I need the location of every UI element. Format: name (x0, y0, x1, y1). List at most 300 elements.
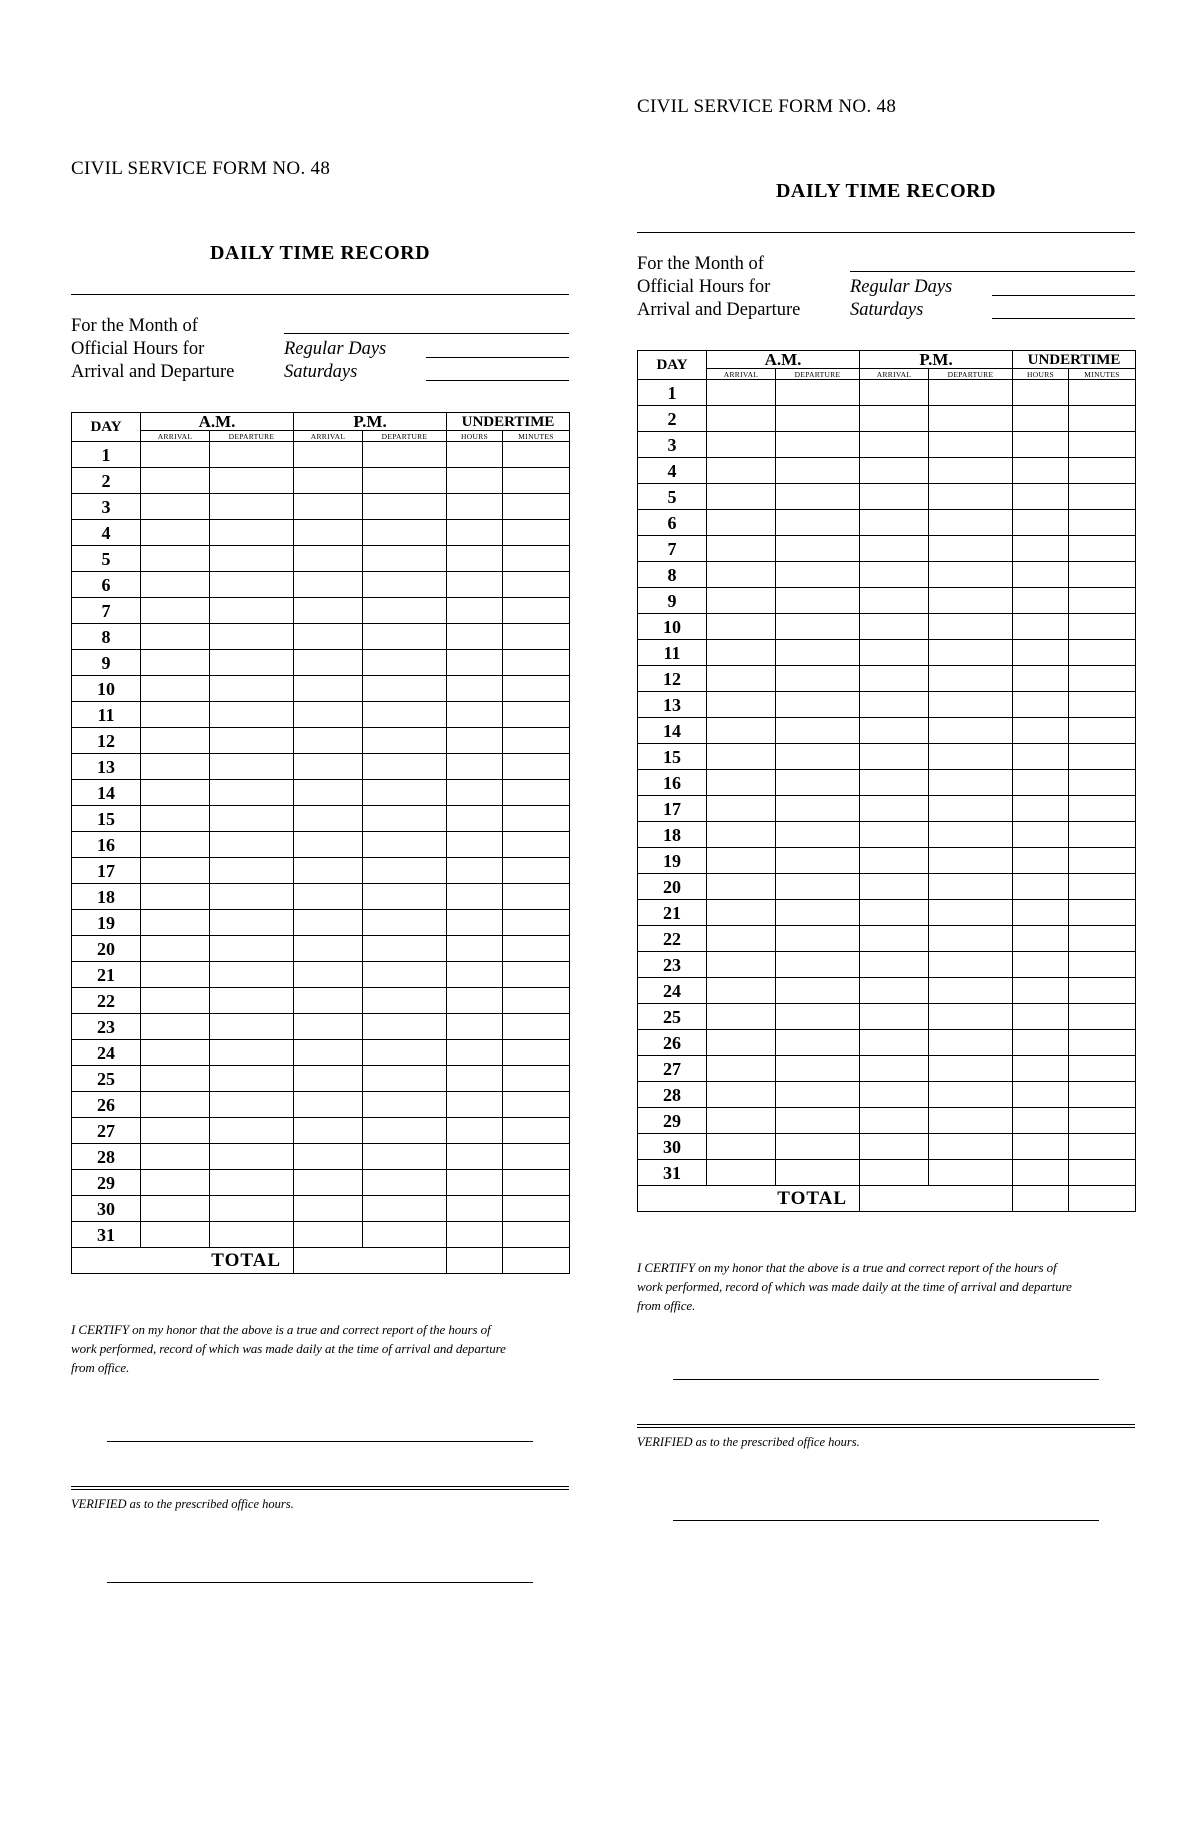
am-departure-cell[interactable] (210, 702, 294, 728)
pm-departure-cell[interactable] (363, 1222, 447, 1248)
am-departure-cell[interactable] (776, 640, 860, 666)
pm-arrival-cell[interactable] (294, 1040, 363, 1066)
pm-arrival-cell[interactable] (860, 770, 929, 796)
pm-arrival-cell[interactable] (860, 718, 929, 744)
undertime-hours-cell[interactable] (447, 988, 503, 1014)
pm-departure-cell[interactable] (363, 1066, 447, 1092)
undertime-minutes-cell[interactable] (1069, 692, 1136, 718)
am-arrival-cell[interactable] (707, 1056, 776, 1082)
employee-name-line[interactable] (71, 294, 569, 295)
am-departure-cell[interactable] (210, 1144, 294, 1170)
undertime-hours-cell[interactable] (1013, 1082, 1069, 1108)
pm-departure-cell[interactable] (363, 780, 447, 806)
am-arrival-cell[interactable] (141, 1092, 210, 1118)
am-departure-cell[interactable] (776, 874, 860, 900)
am-departure-cell[interactable] (210, 936, 294, 962)
month-field-line[interactable] (284, 333, 569, 334)
undertime-minutes-cell[interactable] (1069, 1030, 1136, 1056)
pm-arrival-cell[interactable] (294, 936, 363, 962)
pm-arrival-cell[interactable] (860, 510, 929, 536)
am-arrival-cell[interactable] (707, 588, 776, 614)
am-arrival-cell[interactable] (141, 1014, 210, 1040)
am-departure-cell[interactable] (210, 1040, 294, 1066)
undertime-minutes-cell[interactable] (503, 962, 570, 988)
undertime-hours-cell[interactable] (447, 754, 503, 780)
undertime-minutes-cell[interactable] (503, 806, 570, 832)
pm-departure-cell[interactable] (363, 1170, 447, 1196)
am-arrival-cell[interactable] (707, 1004, 776, 1030)
undertime-minutes-cell[interactable] (503, 780, 570, 806)
undertime-minutes-cell[interactable] (503, 910, 570, 936)
am-arrival-cell[interactable] (141, 936, 210, 962)
am-departure-cell[interactable] (776, 588, 860, 614)
undertime-hours-cell[interactable] (447, 1196, 503, 1222)
undertime-hours-cell[interactable] (447, 806, 503, 832)
undertime-minutes-cell[interactable] (1069, 640, 1136, 666)
pm-arrival-cell[interactable] (294, 1170, 363, 1196)
am-arrival-cell[interactable] (141, 1118, 210, 1144)
am-arrival-cell[interactable] (141, 1222, 210, 1248)
total-pm-cell[interactable] (294, 1248, 447, 1274)
am-arrival-cell[interactable] (707, 952, 776, 978)
pm-departure-cell[interactable] (929, 536, 1013, 562)
am-departure-cell[interactable] (776, 978, 860, 1004)
pm-arrival-cell[interactable] (294, 780, 363, 806)
pm-departure-cell[interactable] (363, 520, 447, 546)
am-departure-cell[interactable] (210, 884, 294, 910)
am-departure-cell[interactable] (776, 458, 860, 484)
pm-departure-cell[interactable] (363, 884, 447, 910)
supervisor-signature-line[interactable] (673, 1520, 1099, 1521)
undertime-minutes-cell[interactable] (1069, 484, 1136, 510)
undertime-minutes-cell[interactable] (1069, 796, 1136, 822)
pm-departure-cell[interactable] (929, 1082, 1013, 1108)
pm-departure-cell[interactable] (929, 380, 1013, 406)
undertime-minutes-cell[interactable] (503, 884, 570, 910)
pm-arrival-cell[interactable] (860, 926, 929, 952)
undertime-minutes-cell[interactable] (503, 988, 570, 1014)
am-arrival-cell[interactable] (707, 510, 776, 536)
pm-departure-cell[interactable] (363, 1040, 447, 1066)
pm-departure-cell[interactable] (929, 1056, 1013, 1082)
am-arrival-cell[interactable] (707, 978, 776, 1004)
pm-arrival-cell[interactable] (860, 978, 929, 1004)
pm-arrival-cell[interactable] (294, 988, 363, 1014)
am-departure-cell[interactable] (210, 858, 294, 884)
pm-arrival-cell[interactable] (294, 494, 363, 520)
am-departure-cell[interactable] (776, 562, 860, 588)
pm-arrival-cell[interactable] (294, 1222, 363, 1248)
pm-arrival-cell[interactable] (860, 900, 929, 926)
undertime-hours-cell[interactable] (447, 728, 503, 754)
am-departure-cell[interactable] (210, 676, 294, 702)
am-departure-cell[interactable] (776, 926, 860, 952)
am-departure-cell[interactable] (210, 1066, 294, 1092)
pm-departure-cell[interactable] (929, 926, 1013, 952)
pm-departure-cell[interactable] (363, 1014, 447, 1040)
undertime-minutes-cell[interactable] (503, 936, 570, 962)
undertime-hours-cell[interactable] (1013, 510, 1069, 536)
am-departure-cell[interactable] (776, 536, 860, 562)
am-arrival-cell[interactable] (707, 1030, 776, 1056)
undertime-hours-cell[interactable] (1013, 640, 1069, 666)
am-departure-cell[interactable] (210, 650, 294, 676)
am-arrival-cell[interactable] (707, 744, 776, 770)
am-arrival-cell[interactable] (141, 624, 210, 650)
undertime-minutes-cell[interactable] (1069, 1160, 1136, 1186)
am-departure-cell[interactable] (210, 1170, 294, 1196)
am-arrival-cell[interactable] (707, 1108, 776, 1134)
undertime-minutes-cell[interactable] (503, 1170, 570, 1196)
undertime-hours-cell[interactable] (1013, 874, 1069, 900)
undertime-hours-cell[interactable] (1013, 666, 1069, 692)
pm-departure-cell[interactable] (929, 1030, 1013, 1056)
pm-departure-cell[interactable] (929, 406, 1013, 432)
pm-arrival-cell[interactable] (860, 1004, 929, 1030)
am-departure-cell[interactable] (210, 1196, 294, 1222)
undertime-hours-cell[interactable] (1013, 900, 1069, 926)
am-departure-cell[interactable] (776, 614, 860, 640)
undertime-hours-cell[interactable] (1013, 926, 1069, 952)
undertime-hours-cell[interactable] (447, 598, 503, 624)
pm-arrival-cell[interactable] (294, 546, 363, 572)
pm-departure-cell[interactable] (929, 614, 1013, 640)
undertime-minutes-cell[interactable] (503, 1144, 570, 1170)
pm-departure-cell[interactable] (929, 458, 1013, 484)
am-arrival-cell[interactable] (141, 598, 210, 624)
undertime-hours-cell[interactable] (447, 546, 503, 572)
pm-arrival-cell[interactable] (860, 458, 929, 484)
am-departure-cell[interactable] (210, 832, 294, 858)
undertime-hours-cell[interactable] (1013, 770, 1069, 796)
regular-days-field-line[interactable] (426, 357, 569, 358)
pm-departure-cell[interactable] (363, 572, 447, 598)
pm-departure-cell[interactable] (363, 1118, 447, 1144)
pm-arrival-cell[interactable] (294, 676, 363, 702)
undertime-hours-cell[interactable] (447, 520, 503, 546)
undertime-hours-cell[interactable] (447, 1092, 503, 1118)
pm-arrival-cell[interactable] (860, 484, 929, 510)
am-departure-cell[interactable] (210, 442, 294, 468)
am-arrival-cell[interactable] (141, 858, 210, 884)
total-pm-cell[interactable] (860, 1186, 1013, 1212)
am-arrival-cell[interactable] (141, 702, 210, 728)
undertime-hours-cell[interactable] (447, 676, 503, 702)
saturdays-field-line[interactable] (426, 380, 569, 381)
am-departure-cell[interactable] (210, 910, 294, 936)
undertime-minutes-cell[interactable] (503, 468, 570, 494)
undertime-minutes-cell[interactable] (503, 1040, 570, 1066)
pm-departure-cell[interactable] (363, 546, 447, 572)
pm-departure-cell[interactable] (929, 666, 1013, 692)
pm-arrival-cell[interactable] (294, 728, 363, 754)
pm-arrival-cell[interactable] (860, 822, 929, 848)
am-departure-cell[interactable] (776, 952, 860, 978)
pm-arrival-cell[interactable] (294, 832, 363, 858)
undertime-minutes-cell[interactable] (503, 858, 570, 884)
undertime-minutes-cell[interactable] (1069, 952, 1136, 978)
undertime-minutes-cell[interactable] (503, 624, 570, 650)
undertime-minutes-cell[interactable] (1069, 874, 1136, 900)
undertime-minutes-cell[interactable] (503, 728, 570, 754)
am-departure-cell[interactable] (210, 468, 294, 494)
undertime-minutes-cell[interactable] (503, 650, 570, 676)
pm-arrival-cell[interactable] (294, 962, 363, 988)
pm-departure-cell[interactable] (363, 598, 447, 624)
undertime-hours-cell[interactable] (1013, 1056, 1069, 1082)
pm-arrival-cell[interactable] (860, 614, 929, 640)
am-departure-cell[interactable] (210, 1222, 294, 1248)
undertime-hours-cell[interactable] (1013, 536, 1069, 562)
pm-arrival-cell[interactable] (294, 1066, 363, 1092)
am-departure-cell[interactable] (776, 432, 860, 458)
am-departure-cell[interactable] (776, 718, 860, 744)
undertime-minutes-cell[interactable] (1069, 744, 1136, 770)
am-arrival-cell[interactable] (707, 692, 776, 718)
pm-departure-cell[interactable] (363, 858, 447, 884)
am-arrival-cell[interactable] (141, 1040, 210, 1066)
employee-signature-line[interactable] (107, 1441, 533, 1442)
undertime-hours-cell[interactable] (447, 1170, 503, 1196)
undertime-minutes-cell[interactable] (1069, 1004, 1136, 1030)
am-arrival-cell[interactable] (707, 822, 776, 848)
am-arrival-cell[interactable] (141, 1196, 210, 1222)
undertime-minutes-cell[interactable] (1069, 458, 1136, 484)
pm-departure-cell[interactable] (363, 624, 447, 650)
pm-arrival-cell[interactable] (294, 1014, 363, 1040)
pm-departure-cell[interactable] (363, 936, 447, 962)
am-departure-cell[interactable] (210, 1092, 294, 1118)
undertime-minutes-cell[interactable] (503, 494, 570, 520)
am-arrival-cell[interactable] (707, 848, 776, 874)
undertime-minutes-cell[interactable] (1069, 900, 1136, 926)
undertime-minutes-cell[interactable] (1069, 380, 1136, 406)
am-departure-cell[interactable] (776, 510, 860, 536)
undertime-minutes-cell[interactable] (1069, 666, 1136, 692)
total-hours-cell[interactable] (1013, 1186, 1069, 1212)
undertime-minutes-cell[interactable] (503, 754, 570, 780)
pm-arrival-cell[interactable] (294, 572, 363, 598)
undertime-hours-cell[interactable] (447, 858, 503, 884)
undertime-hours-cell[interactable] (1013, 952, 1069, 978)
undertime-hours-cell[interactable] (1013, 796, 1069, 822)
undertime-minutes-cell[interactable] (503, 442, 570, 468)
am-departure-cell[interactable] (210, 806, 294, 832)
am-arrival-cell[interactable] (141, 442, 210, 468)
undertime-hours-cell[interactable] (447, 1118, 503, 1144)
month-field-line[interactable] (850, 271, 1135, 272)
am-departure-cell[interactable] (210, 962, 294, 988)
am-departure-cell[interactable] (776, 666, 860, 692)
undertime-minutes-cell[interactable] (503, 572, 570, 598)
am-departure-cell[interactable] (776, 1108, 860, 1134)
pm-departure-cell[interactable] (929, 432, 1013, 458)
pm-arrival-cell[interactable] (294, 806, 363, 832)
pm-departure-cell[interactable] (363, 676, 447, 702)
undertime-minutes-cell[interactable] (503, 520, 570, 546)
am-arrival-cell[interactable] (141, 910, 210, 936)
undertime-hours-cell[interactable] (1013, 458, 1069, 484)
am-arrival-cell[interactable] (707, 380, 776, 406)
am-arrival-cell[interactable] (707, 536, 776, 562)
total-minutes-cell[interactable] (503, 1248, 570, 1274)
undertime-minutes-cell[interactable] (1069, 1134, 1136, 1160)
undertime-minutes-cell[interactable] (1069, 510, 1136, 536)
pm-arrival-cell[interactable] (860, 406, 929, 432)
pm-arrival-cell[interactable] (294, 884, 363, 910)
am-departure-cell[interactable] (776, 484, 860, 510)
pm-arrival-cell[interactable] (860, 588, 929, 614)
undertime-minutes-cell[interactable] (1069, 770, 1136, 796)
undertime-hours-cell[interactable] (1013, 822, 1069, 848)
undertime-minutes-cell[interactable] (1069, 822, 1136, 848)
undertime-minutes-cell[interactable] (1069, 614, 1136, 640)
undertime-minutes-cell[interactable] (503, 1118, 570, 1144)
pm-departure-cell[interactable] (363, 468, 447, 494)
am-arrival-cell[interactable] (707, 484, 776, 510)
undertime-minutes-cell[interactable] (503, 702, 570, 728)
pm-arrival-cell[interactable] (860, 1056, 929, 1082)
am-arrival-cell[interactable] (141, 572, 210, 598)
undertime-hours-cell[interactable] (1013, 692, 1069, 718)
pm-arrival-cell[interactable] (294, 1118, 363, 1144)
am-arrival-cell[interactable] (707, 1082, 776, 1108)
undertime-hours-cell[interactable] (1013, 406, 1069, 432)
regular-days-field-line[interactable] (992, 295, 1135, 296)
am-departure-cell[interactable] (776, 770, 860, 796)
undertime-hours-cell[interactable] (1013, 588, 1069, 614)
am-departure-cell[interactable] (776, 796, 860, 822)
am-departure-cell[interactable] (776, 406, 860, 432)
am-arrival-cell[interactable] (707, 666, 776, 692)
undertime-minutes-cell[interactable] (1069, 1056, 1136, 1082)
pm-arrival-cell[interactable] (860, 952, 929, 978)
saturdays-field-line[interactable] (992, 318, 1135, 319)
am-departure-cell[interactable] (776, 822, 860, 848)
undertime-hours-cell[interactable] (447, 1040, 503, 1066)
pm-departure-cell[interactable] (929, 510, 1013, 536)
pm-departure-cell[interactable] (363, 962, 447, 988)
pm-departure-cell[interactable] (929, 874, 1013, 900)
pm-departure-cell[interactable] (929, 848, 1013, 874)
pm-departure-cell[interactable] (363, 650, 447, 676)
pm-departure-cell[interactable] (929, 562, 1013, 588)
undertime-minutes-cell[interactable] (1069, 978, 1136, 1004)
am-arrival-cell[interactable] (141, 494, 210, 520)
am-arrival-cell[interactable] (707, 770, 776, 796)
undertime-hours-cell[interactable] (447, 832, 503, 858)
undertime-minutes-cell[interactable] (1069, 1082, 1136, 1108)
supervisor-signature-line[interactable] (107, 1582, 533, 1583)
pm-arrival-cell[interactable] (860, 692, 929, 718)
am-departure-cell[interactable] (776, 1004, 860, 1030)
pm-departure-cell[interactable] (929, 588, 1013, 614)
pm-arrival-cell[interactable] (860, 744, 929, 770)
pm-arrival-cell[interactable] (860, 874, 929, 900)
am-arrival-cell[interactable] (141, 520, 210, 546)
pm-arrival-cell[interactable] (860, 380, 929, 406)
undertime-minutes-cell[interactable] (1069, 536, 1136, 562)
pm-arrival-cell[interactable] (294, 624, 363, 650)
pm-arrival-cell[interactable] (860, 848, 929, 874)
undertime-hours-cell[interactable] (1013, 1030, 1069, 1056)
am-arrival-cell[interactable] (707, 718, 776, 744)
undertime-hours-cell[interactable] (1013, 744, 1069, 770)
pm-departure-cell[interactable] (929, 1108, 1013, 1134)
am-departure-cell[interactable] (776, 692, 860, 718)
undertime-minutes-cell[interactable] (1069, 848, 1136, 874)
pm-arrival-cell[interactable] (860, 1108, 929, 1134)
pm-departure-cell[interactable] (363, 442, 447, 468)
am-departure-cell[interactable] (210, 988, 294, 1014)
pm-departure-cell[interactable] (363, 910, 447, 936)
undertime-minutes-cell[interactable] (1069, 718, 1136, 744)
undertime-hours-cell[interactable] (1013, 1004, 1069, 1030)
pm-arrival-cell[interactable] (294, 442, 363, 468)
pm-arrival-cell[interactable] (860, 666, 929, 692)
undertime-minutes-cell[interactable] (503, 1222, 570, 1248)
am-departure-cell[interactable] (210, 780, 294, 806)
pm-departure-cell[interactable] (363, 832, 447, 858)
undertime-hours-cell[interactable] (447, 780, 503, 806)
pm-arrival-cell[interactable] (294, 1092, 363, 1118)
pm-departure-cell[interactable] (929, 822, 1013, 848)
undertime-hours-cell[interactable] (447, 442, 503, 468)
undertime-hours-cell[interactable] (1013, 718, 1069, 744)
pm-departure-cell[interactable] (363, 754, 447, 780)
am-departure-cell[interactable] (776, 1030, 860, 1056)
am-departure-cell[interactable] (210, 624, 294, 650)
am-departure-cell[interactable] (776, 848, 860, 874)
pm-arrival-cell[interactable] (860, 1160, 929, 1186)
undertime-hours-cell[interactable] (447, 572, 503, 598)
am-arrival-cell[interactable] (707, 926, 776, 952)
am-arrival-cell[interactable] (707, 1134, 776, 1160)
am-departure-cell[interactable] (210, 754, 294, 780)
am-arrival-cell[interactable] (141, 884, 210, 910)
pm-departure-cell[interactable] (363, 1092, 447, 1118)
pm-arrival-cell[interactable] (294, 468, 363, 494)
am-arrival-cell[interactable] (141, 1170, 210, 1196)
am-arrival-cell[interactable] (141, 650, 210, 676)
am-arrival-cell[interactable] (707, 614, 776, 640)
am-arrival-cell[interactable] (141, 546, 210, 572)
undertime-minutes-cell[interactable] (503, 1092, 570, 1118)
am-arrival-cell[interactable] (141, 988, 210, 1014)
am-departure-cell[interactable] (210, 494, 294, 520)
am-arrival-cell[interactable] (707, 874, 776, 900)
undertime-hours-cell[interactable] (447, 1144, 503, 1170)
pm-departure-cell[interactable] (363, 494, 447, 520)
undertime-minutes-cell[interactable] (503, 546, 570, 572)
undertime-minutes-cell[interactable] (1069, 588, 1136, 614)
pm-arrival-cell[interactable] (294, 650, 363, 676)
am-arrival-cell[interactable] (141, 962, 210, 988)
am-arrival-cell[interactable] (141, 806, 210, 832)
pm-arrival-cell[interactable] (294, 1144, 363, 1170)
am-arrival-cell[interactable] (707, 640, 776, 666)
pm-departure-cell[interactable] (929, 796, 1013, 822)
pm-arrival-cell[interactable] (860, 640, 929, 666)
am-departure-cell[interactable] (776, 900, 860, 926)
pm-departure-cell[interactable] (929, 1134, 1013, 1160)
undertime-minutes-cell[interactable] (1069, 406, 1136, 432)
am-departure-cell[interactable] (776, 380, 860, 406)
am-arrival-cell[interactable] (707, 562, 776, 588)
pm-departure-cell[interactable] (363, 988, 447, 1014)
am-departure-cell[interactable] (210, 520, 294, 546)
am-arrival-cell[interactable] (707, 796, 776, 822)
